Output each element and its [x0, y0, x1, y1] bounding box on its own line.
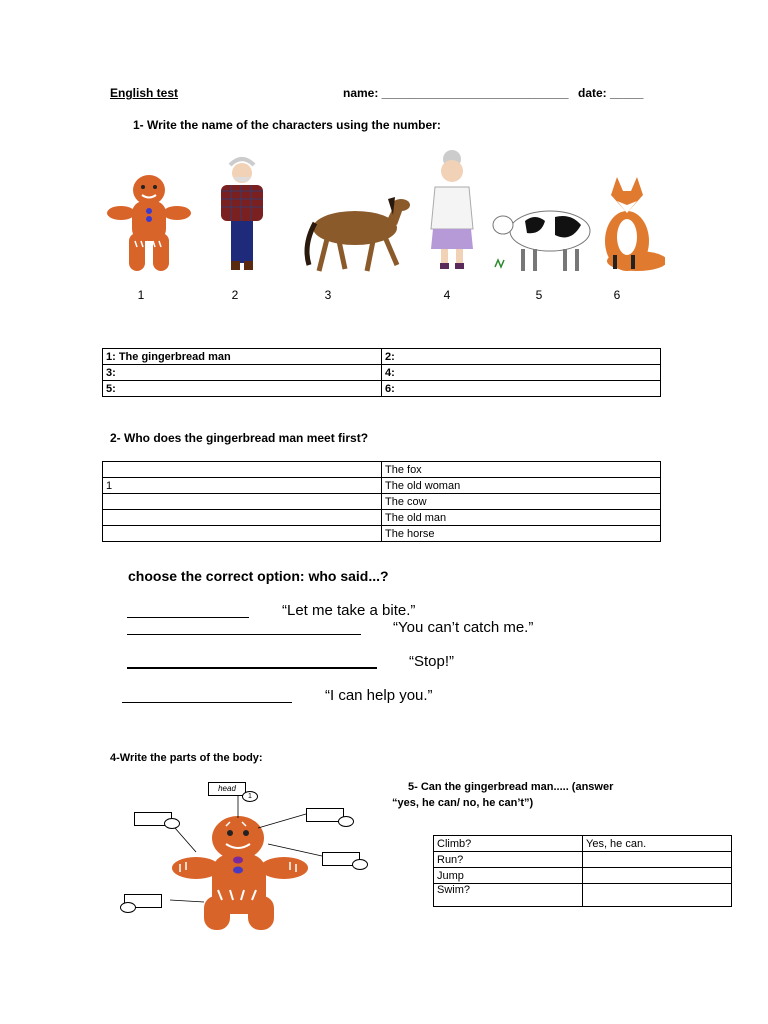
- quote-text: “Stop!”: [409, 653, 455, 670]
- quote-text: “I can help you.”: [325, 687, 433, 704]
- answer-cell[interactable]: 3:: [103, 365, 382, 381]
- characters-illustration: [105, 145, 665, 280]
- old-woman-image: [431, 150, 473, 269]
- answer-cell[interactable]: Yes, he can.: [583, 836, 732, 852]
- fox-image: [605, 177, 665, 271]
- answer-cell[interactable]: 5:: [103, 381, 382, 397]
- characters-answer-table: [102, 348, 661, 397]
- table-row: [434, 868, 732, 884]
- answer-cell[interactable]: 1: The gingerbread man: [103, 349, 382, 365]
- table-row: [103, 349, 661, 365]
- answer-cell[interactable]: 2:: [382, 349, 661, 365]
- ability-cell: Climb?: [434, 836, 583, 852]
- question-4-heading: 4-Write the parts of the body:: [110, 752, 263, 764]
- gingerbread-man-image: [107, 175, 191, 271]
- character-cell: The old woman: [382, 478, 661, 494]
- label-number-circle: 1: [242, 791, 258, 802]
- table-row: [103, 510, 661, 526]
- order-number-cell[interactable]: [103, 494, 382, 510]
- ability-cell: Jump: [434, 868, 583, 884]
- answer-cell[interactable]: 6:: [382, 381, 661, 397]
- table-row: [434, 884, 732, 907]
- answer-line[interactable]: [127, 634, 361, 635]
- question-1-heading: 1- Write the name of the characters using the number:: [133, 118, 441, 132]
- label-number-circle[interactable]: [120, 902, 136, 913]
- old-man-image: [221, 159, 263, 270]
- answer-cell[interactable]: [583, 884, 732, 907]
- abilities-table: [433, 835, 732, 907]
- quote-text: “Let me take a bite.”: [282, 602, 416, 619]
- question-5-heading: 5- Can the gingerbread man..... (answer: [408, 781, 614, 793]
- character-number: 5: [535, 288, 543, 302]
- table-row: [103, 381, 661, 397]
- character-number: 3: [324, 288, 332, 302]
- character-cell: The horse: [382, 526, 661, 542]
- table-row: [103, 478, 661, 494]
- date-field-label: date: _____: [578, 86, 644, 100]
- question-5-instruction: “yes, he can/ no, he can’t”): [392, 797, 534, 809]
- character-number: 2: [231, 288, 239, 302]
- label-number-circle[interactable]: [338, 816, 354, 827]
- body-label-head: head: [208, 782, 246, 796]
- character-number: 4: [443, 288, 451, 302]
- test-title: English test: [110, 86, 179, 100]
- character-cell: The old man: [382, 510, 661, 526]
- character-cell: The cow: [382, 494, 661, 510]
- name-field-label: name: ____________________________: [343, 86, 569, 100]
- table-row: [434, 836, 732, 852]
- answer-line[interactable]: [127, 667, 377, 669]
- order-table: [102, 461, 661, 542]
- cow-image: [493, 211, 590, 271]
- ability-cell: Run?: [434, 852, 583, 868]
- answer-line[interactable]: [122, 702, 292, 703]
- answer-cell[interactable]: [583, 852, 732, 868]
- order-number-cell[interactable]: 1: [103, 478, 382, 494]
- quote-text: “You can’t catch me.”: [393, 619, 534, 636]
- character-cell: The fox: [382, 462, 661, 478]
- ability-cell: Swim?: [434, 884, 583, 907]
- order-number-cell[interactable]: [103, 462, 382, 478]
- table-row: [103, 365, 661, 381]
- answer-cell[interactable]: [583, 868, 732, 884]
- table-row: [103, 526, 661, 542]
- horse-image: [307, 197, 410, 271]
- order-number-cell[interactable]: [103, 526, 382, 542]
- table-row: [103, 462, 661, 478]
- character-number: 6: [613, 288, 621, 302]
- character-number: 1: [137, 288, 145, 302]
- label-number-circle[interactable]: [352, 859, 368, 870]
- table-row: [103, 494, 661, 510]
- question-2-heading: 2- Who does the gingerbread man meet first?: [110, 431, 369, 445]
- order-number-cell[interactable]: [103, 510, 382, 526]
- answer-cell[interactable]: 4:: [382, 365, 661, 381]
- answer-line[interactable]: [127, 617, 249, 618]
- gingerbread-diagram-image: [172, 816, 308, 930]
- question-3-heading: choose the correct option: who said...?: [128, 568, 389, 584]
- label-number-circle[interactable]: [164, 818, 180, 829]
- table-row: [434, 852, 732, 868]
